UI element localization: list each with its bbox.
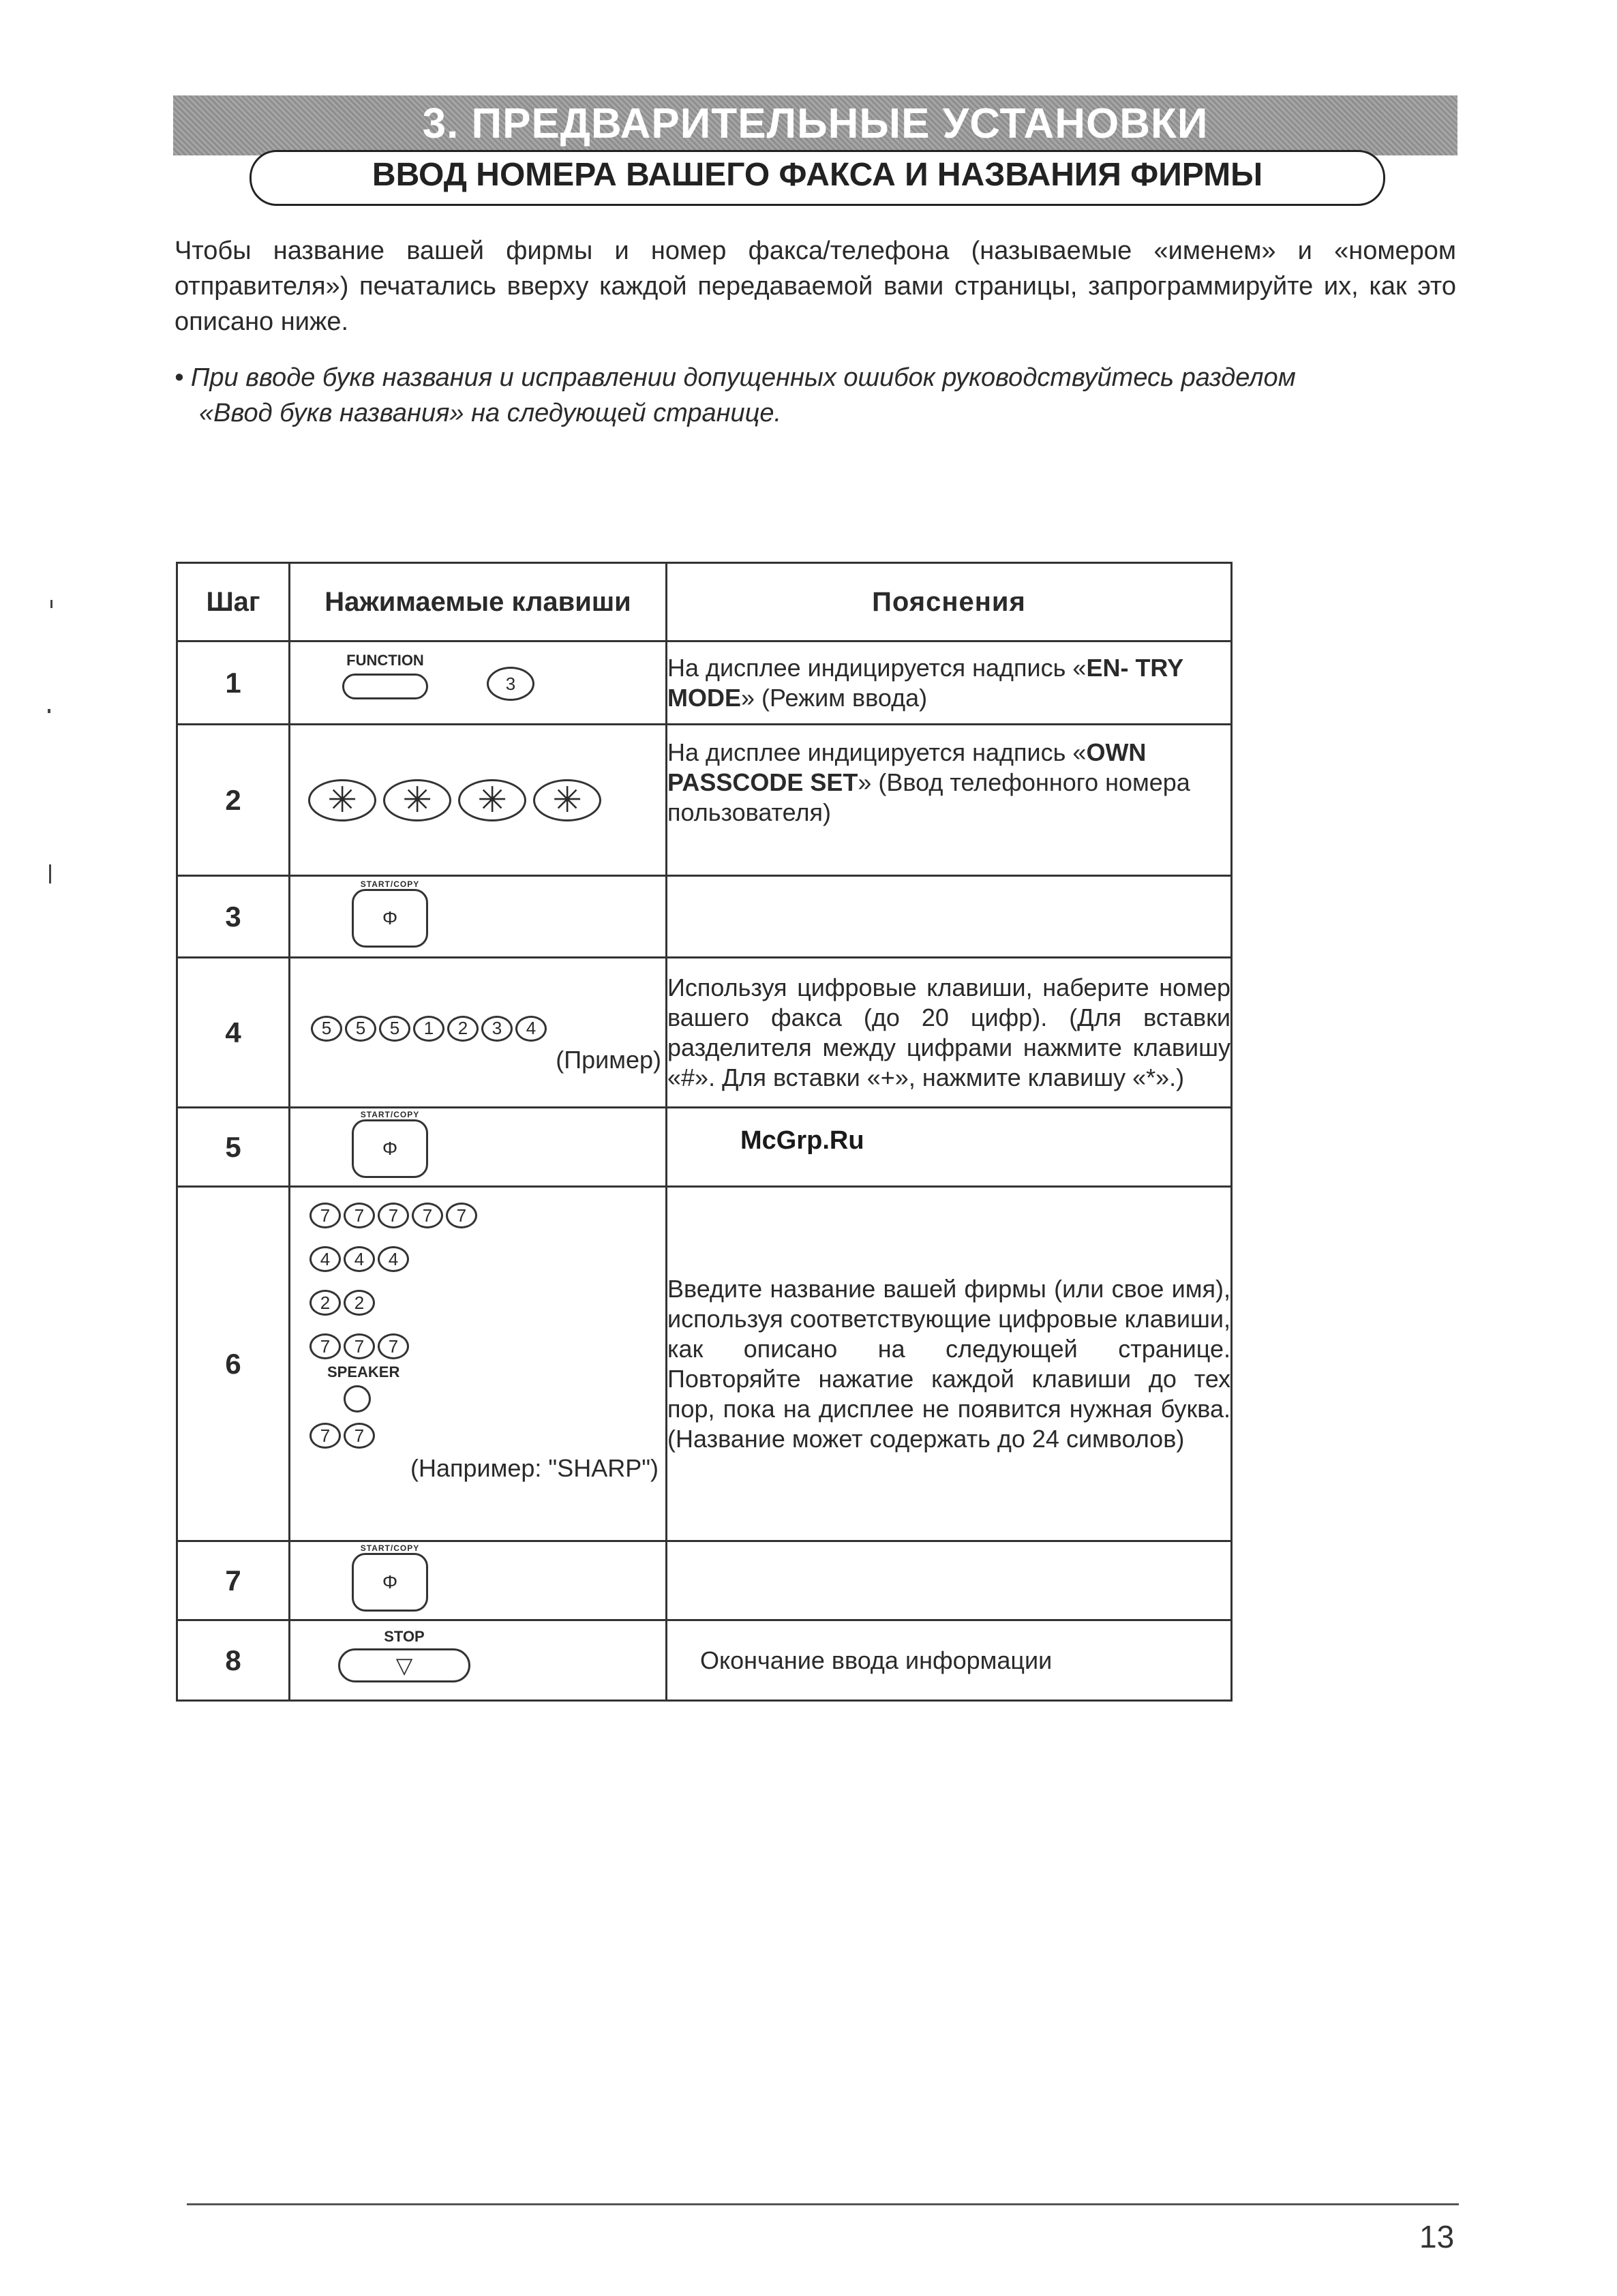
key-row [309, 1246, 665, 1272]
star-key: ✳ [308, 779, 376, 821]
scan-speck [48, 709, 50, 713]
digit-key: 3 [481, 1016, 513, 1042]
start-copy-label: START/COPY [360, 1543, 420, 1553]
step-explanation [667, 1541, 1232, 1620]
digit-key: 7 [344, 1423, 375, 1449]
start-copy-key-group [352, 1543, 428, 1612]
digit-key: 5 [345, 1016, 376, 1042]
digit-key: 7 [344, 1203, 375, 1228]
digit-key-3: 3 [487, 667, 534, 701]
step-number: 7 [177, 1541, 290, 1620]
digit-sequence [311, 1016, 665, 1042]
example-note: (Например: "SHARP") [410, 1454, 659, 1482]
step-explanation: Введите название вашей фирмы (или свое имя), используя соответствующие цифровые клавиши, как описано на следующей странице. Повторяйте нажатие каждой клавиши до тех пор, пока на дисплее не появится нужная буква. (Название может содержать до 24 символов) [667, 1187, 1232, 1541]
digit-key: 5 [311, 1016, 342, 1042]
footer-rule [187, 2203, 1459, 2205]
start-copy-key-group [352, 1110, 428, 1178]
digit-key: 7 [309, 1333, 341, 1359]
start-copy-label: START/COPY [360, 1110, 420, 1119]
star-key: ✳ [458, 779, 526, 821]
stop-key: ▽ [338, 1648, 470, 1682]
start-copy-key: Φ [352, 889, 428, 948]
step-keys [290, 641, 667, 725]
watermark: McGrp.Ru [740, 1126, 864, 1155]
table-row [177, 1187, 1232, 1541]
step-keys [290, 958, 667, 1108]
step-explanation [667, 876, 1232, 958]
digit-key: 5 [379, 1016, 410, 1042]
step-number: 3 [177, 876, 290, 958]
display-message: EN- TRY MODE [667, 653, 1183, 712]
digit-key: 7 [344, 1333, 375, 1359]
intro-paragraph: Чтобы название вашей фирмы и номер факса/телефона (называемые «именем» и «номером отправителя») печатались вверху каждой передаваемой вами страницы, запрограммируйте их, как это описано ниже. [175, 237, 1456, 336]
step-explanation: Используя цифровые клавиши, наберите номер вашего факса (до 20 цифр). (Для вставки разделителя между цифрами нажмите клавишу «#». Для вставки «+», нажмите клавишу «*».) [667, 958, 1232, 1108]
step-number: 6 [177, 1187, 290, 1541]
digit-key: 2 [447, 1016, 479, 1042]
step-number: 5 [177, 1108, 290, 1187]
table-row [177, 958, 1232, 1108]
digit-key: 1 [413, 1016, 444, 1042]
explanation-text: » (Ввод телефонного номера пользователя) [667, 768, 1190, 826]
display-message: OWN PASSCODE SET [667, 738, 1147, 796]
function-key [342, 674, 428, 699]
note-paragraph [175, 360, 1456, 431]
section-title: 3. ПРЕДВАРИТЕЛЬНЫЕ УСТАНОВКИ [422, 100, 1209, 147]
start-copy-label: START/COPY [360, 879, 420, 889]
step-keys [290, 1108, 667, 1187]
digit-key: 7 [378, 1203, 409, 1228]
step-keys [290, 876, 667, 958]
section-title-bar [173, 95, 1457, 155]
table-row [177, 1541, 1232, 1620]
step-keys [290, 1187, 667, 1541]
note-line-1: • При вводе букв названия и исправлении допущенных ошибок руководствуйтесь разделом [175, 363, 1296, 392]
start-copy-key-group [352, 879, 428, 948]
step-number: 2 [177, 725, 290, 876]
step-explanation [667, 725, 1232, 876]
key-row [309, 1203, 665, 1228]
star-key: ✳ [533, 779, 601, 821]
step-number: 4 [177, 958, 290, 1108]
step-number: 1 [177, 641, 290, 725]
function-key-label: FUNCTION [346, 652, 424, 669]
digit-key: 7 [446, 1203, 477, 1228]
key-row [309, 1333, 665, 1359]
table-row [177, 1620, 1232, 1701]
header-explanation: Пояснения [667, 563, 1232, 641]
steps-table [176, 562, 1233, 1702]
key-row [309, 1290, 665, 1316]
scan-speck [49, 864, 51, 883]
start-copy-key: Φ [352, 1553, 428, 1612]
step-explanation [667, 641, 1232, 725]
step-explanation: Окончание ввода информации [667, 1620, 1232, 1701]
table-row [177, 725, 1232, 876]
digit-key: 4 [378, 1246, 409, 1272]
digit-key: 7 [378, 1333, 409, 1359]
section-subtitle-banner [250, 150, 1385, 206]
section-subtitle: ВВОД НОМЕРА ВАШЕГО ФАКСА И НАЗВАНИЯ ФИРМЫ [372, 157, 1263, 193]
step-keys [290, 1620, 667, 1701]
table-header-row [177, 563, 1232, 641]
digit-key: 4 [344, 1246, 375, 1272]
stop-key-group [338, 1628, 470, 1682]
explanation-text: » (Режим ввода) [741, 683, 928, 712]
star-key: ✳ [383, 779, 451, 821]
explanation-text: На дисплее индицируется надпись « [667, 653, 1087, 682]
digit-key: 4 [309, 1246, 341, 1272]
header-step: Шаг [177, 563, 290, 641]
explanation-text: На дисплее индицируется надпись « [667, 738, 1087, 766]
step-number: 8 [177, 1620, 290, 1701]
digit-key: 2 [309, 1290, 341, 1316]
function-key-group [342, 652, 428, 703]
start-copy-key: Φ [352, 1119, 428, 1178]
note-line-2: «Ввод букв названия» на следующей странице. [199, 399, 782, 427]
scan-speck [50, 600, 52, 608]
speaker-key-label: SPEAKER [327, 1363, 400, 1380]
digit-key: 4 [515, 1016, 547, 1042]
page-number: 13 [1419, 2219, 1455, 2254]
table-row [177, 641, 1232, 725]
key-row [309, 1423, 665, 1449]
digit-key: 7 [412, 1203, 443, 1228]
step-keys [290, 1541, 667, 1620]
header-keys: Нажимаемые клавиши [290, 563, 667, 641]
stop-key-label: STOP [384, 1628, 425, 1645]
digit-key: 7 [309, 1423, 341, 1449]
table-row [177, 1108, 1232, 1187]
example-note: (Пример) [556, 1045, 661, 1074]
table-row [177, 876, 1232, 958]
step-keys [290, 725, 667, 876]
speaker-key [344, 1385, 371, 1413]
digit-key: 7 [309, 1203, 341, 1228]
digit-key: 2 [344, 1290, 375, 1316]
